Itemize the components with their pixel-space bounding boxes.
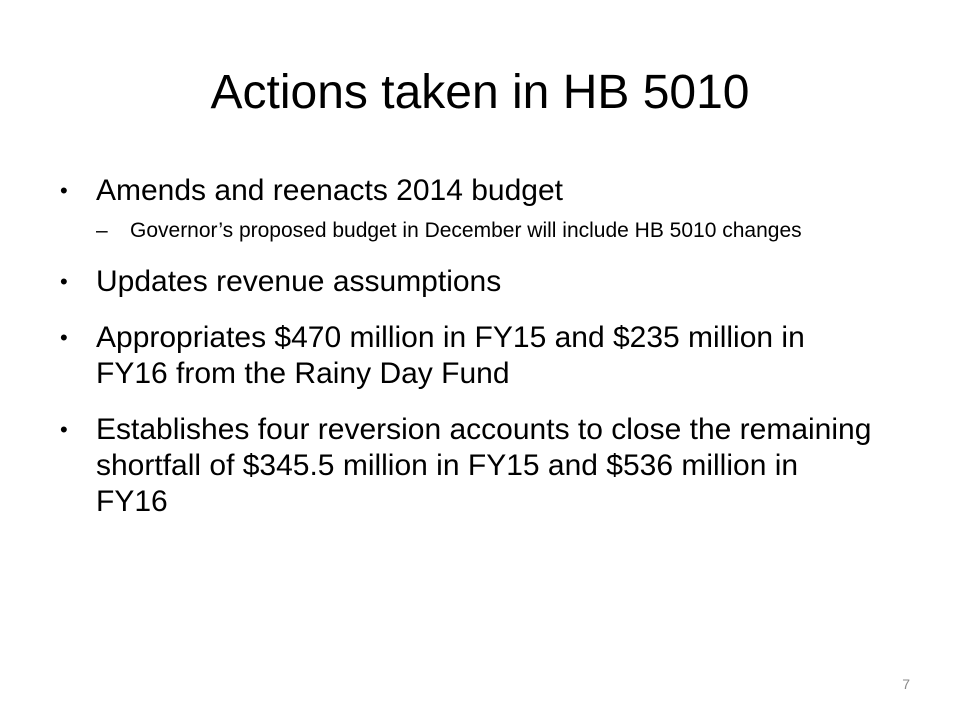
sub-bullet-item xyxy=(96,217,878,244)
bullet-text: Appropriates $470 million in FY15 and $235 million in FY16 from the Rainy Day Fund xyxy=(96,321,805,390)
bullet-item xyxy=(58,320,878,392)
bullet-item xyxy=(58,264,878,300)
bullet-icon: • xyxy=(60,178,68,203)
dash-icon: – xyxy=(96,219,108,242)
bullet-item xyxy=(58,412,878,520)
bullet-item xyxy=(58,173,878,244)
bullet-icon: • xyxy=(60,417,68,442)
slide-title: Actions taken in HB 5010 xyxy=(210,66,750,119)
bullet-text: Amends and reenacts 2014 budget xyxy=(96,174,564,207)
sub-bullet-list xyxy=(96,217,878,244)
bullet-text: Establishes four reversion accounts to close the remaining shortfall of $345.5 million in FY15 and $536 million in FY16 xyxy=(96,413,872,518)
sub-bullet-text: Governor’s proposed budget in December will include HB 5010 changes xyxy=(130,219,802,242)
bullet-icon: • xyxy=(60,325,68,350)
bullet-list xyxy=(58,173,878,520)
bullet-icon: • xyxy=(60,269,68,294)
bullet-text: Updates revenue assumptions xyxy=(96,265,502,298)
page-number: 7 xyxy=(902,676,910,692)
